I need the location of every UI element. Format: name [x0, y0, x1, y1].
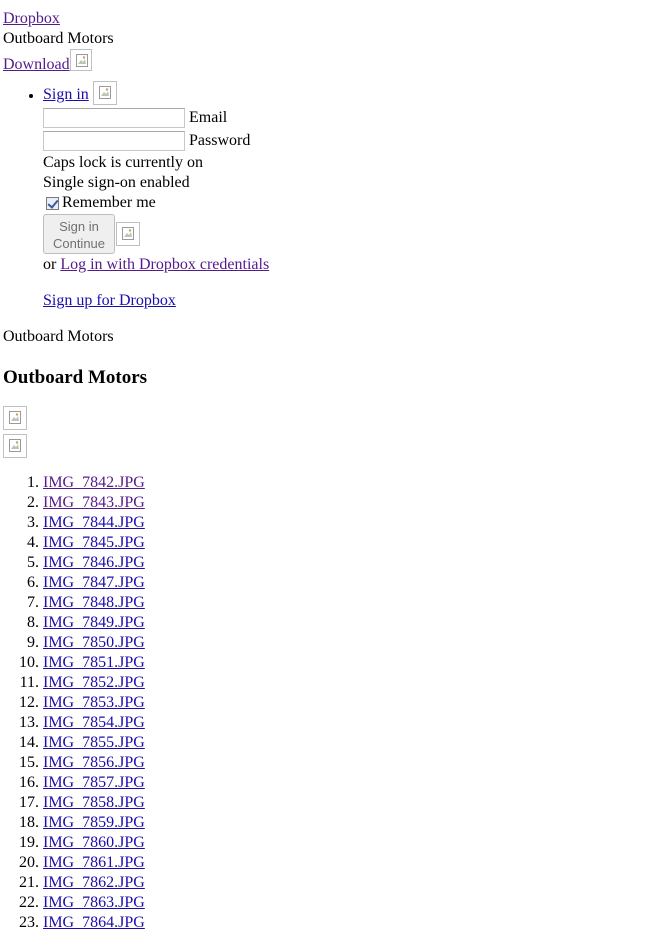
dropbox-home-link[interactable]: Dropbox [3, 10, 60, 27]
list-item [43, 573, 643, 593]
list-item [43, 533, 643, 553]
sign-up-link[interactable]: Sign up for Dropbox [43, 292, 176, 309]
file-link[interactable]: IMG_7849.JPG [43, 614, 145, 631]
list-item [43, 493, 643, 513]
sso-notice: Single sign-on enabled [43, 174, 190, 191]
file-link[interactable]: IMG_7864.JPG [43, 914, 145, 931]
file-link[interactable]: IMG_7857.JPG [43, 774, 145, 791]
list-item [43, 653, 643, 673]
file-link[interactable]: IMG_7853.JPG [43, 694, 145, 711]
remember-me-row [43, 193, 643, 213]
email-field[interactable] [43, 108, 185, 128]
download-link[interactable]: Download [3, 56, 70, 73]
page [3, 9, 643, 933]
list-item [43, 613, 643, 633]
page-heading: Outboard Motors [3, 367, 148, 388]
file-link[interactable]: IMG_7855.JPG [43, 734, 145, 751]
list-item [43, 793, 643, 813]
file-link[interactable]: IMG_7852.JPG [43, 674, 145, 691]
file-link[interactable]: IMG_7861.JPG [43, 854, 145, 871]
file-link[interactable]: IMG_7844.JPG [43, 514, 145, 531]
folder-title: Outboard Motors [3, 30, 114, 47]
sign-up-row [43, 291, 643, 311]
list-item [43, 773, 643, 793]
download-row [3, 49, 643, 77]
password-row [43, 129, 643, 152]
list-item [43, 733, 643, 753]
remember-me-label: Remember me [62, 194, 156, 211]
password-field[interactable] [43, 131, 185, 151]
alt-login-row [43, 255, 643, 275]
file-link[interactable]: IMG_7863.JPG [43, 894, 145, 911]
file-link[interactable]: IMG_7856.JPG [43, 754, 145, 771]
list-item [43, 513, 643, 533]
email-row [43, 106, 643, 129]
sign-in-menu-item [43, 81, 643, 311]
continue-button-label: Continue [52, 236, 106, 251]
list-item [43, 853, 643, 873]
list-item [43, 833, 643, 853]
list-item [43, 893, 643, 913]
file-link[interactable]: IMG_7854.JPG [43, 714, 145, 731]
file-link[interactable]: IMG_7860.JPG [43, 834, 145, 851]
sign-in-button-label: Sign in [59, 219, 99, 234]
list-item [43, 693, 643, 713]
password-label: Password [189, 131, 251, 149]
folder-label: Outboard Motors [3, 328, 114, 345]
broken-image-icon [70, 49, 92, 71]
caps-lock-notice: Caps lock is currently on [43, 154, 203, 171]
list-item [43, 813, 643, 833]
sign-in-link[interactable]: Sign in [43, 86, 89, 103]
sign-in-button[interactable] [43, 214, 115, 254]
list-item [43, 753, 643, 773]
file-link[interactable]: IMG_7847.JPG [43, 574, 145, 591]
list-item [43, 673, 643, 693]
list-item [43, 913, 643, 933]
list-item [43, 873, 643, 893]
remember-me-checkbox[interactable] [46, 197, 59, 210]
list-item [43, 633, 643, 653]
list-item [43, 553, 643, 573]
file-link[interactable]: IMG_7859.JPG [43, 814, 145, 831]
list-view-icon[interactable] [3, 434, 27, 458]
file-link[interactable]: IMG_7846.JPG [43, 554, 145, 571]
file-link[interactable]: IMG_7851.JPG [43, 654, 145, 671]
file-link[interactable]: IMG_7850.JPG [43, 634, 145, 651]
login-form [43, 106, 643, 275]
list-item [43, 473, 643, 493]
view-toggle-icons [3, 406, 643, 458]
grid-view-icon[interactable] [3, 406, 27, 430]
file-link[interactable]: IMG_7842.JPG [43, 474, 145, 491]
file-link[interactable]: IMG_7862.JPG [43, 874, 145, 891]
dropbox-credentials-link[interactable]: Log in with Dropbox credentials [60, 256, 270, 273]
broken-image-icon [116, 222, 140, 246]
list-item [43, 713, 643, 733]
or-text: or [43, 256, 57, 273]
file-link[interactable]: IMG_7848.JPG [43, 594, 145, 611]
file-link[interactable]: IMG_7845.JPG [43, 534, 145, 551]
sign-in-row [43, 81, 643, 106]
file-link[interactable]: IMG_7843.JPG [43, 494, 145, 511]
file-link[interactable]: IMG_7858.JPG [43, 794, 145, 811]
file-list [3, 473, 643, 933]
list-item [43, 593, 643, 613]
broken-image-icon [93, 81, 117, 105]
email-label: Email [189, 108, 228, 126]
account-menu [3, 81, 643, 311]
submit-row [43, 213, 643, 255]
